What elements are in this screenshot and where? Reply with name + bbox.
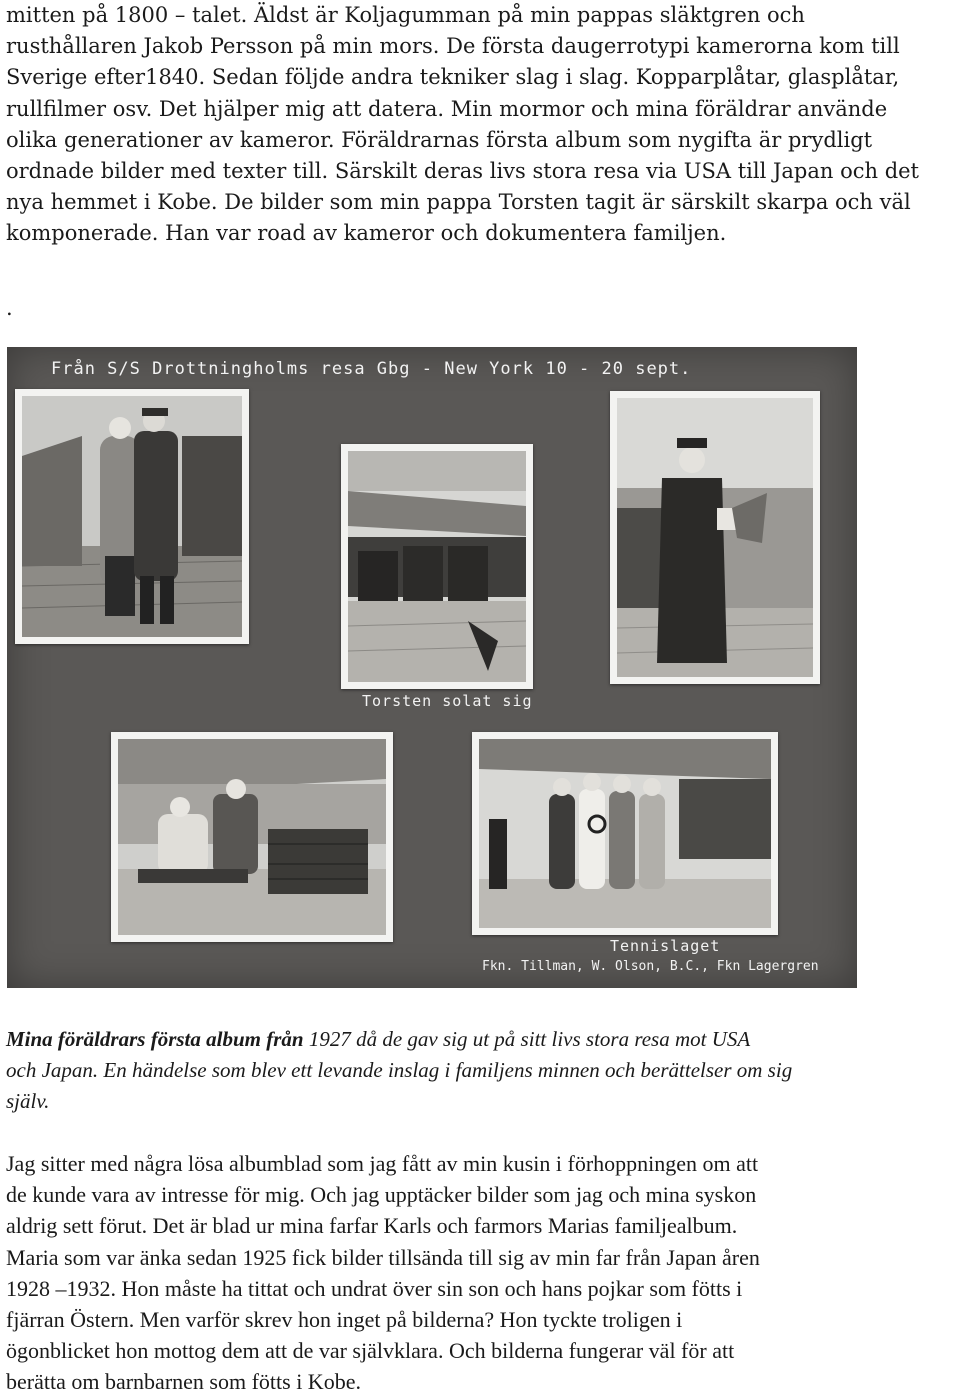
text-line: Sverige efter1840. Sedan följde andra tekniker slag i slag. Kopparplåtar, glasplåtar, [6,65,900,90]
text-line: rusthållaren Jakob Persson på min mors. De första daugerrotypi kamerorna kom till [6,34,900,59]
text-line: fjärran Östern. Men varför skrev hon inget på bilderna? Hon tyckte troligen i [6,1307,683,1333]
text-line: mitten på 1800 – talet. Äldst är Koljagumman på min pappas släktgren och [6,3,805,27]
text-line: Jag sitter med några lösa albumblad som jag fått av min kusin i förhoppningen om att [6,1151,759,1176]
body-paragraph [6,1148,956,1398]
album-photo-deckchairs [341,444,533,689]
text-line: 1928 –1932. Hon måste ha tittat och undrat över sin son och hans pojkar som fötts i [6,1275,743,1301]
album-photo-couple [15,389,249,644]
caption-line-rest: 1927 då de gav sig ut på sitt livs stora resa mot USA [303,1027,751,1051]
text-line: komponerade. Han var road av kameror och dokumentera familjen. [6,221,727,246]
caption-line: och Japan. En händelse som blev ett levande inslag i familjens minnen och berättelser om sig [6,1058,793,1082]
text-line: rullfilmer osv. Det hjälper mig att datera. Min mormor och mina föräldrar använde [6,96,888,121]
text-line: aldrig sett förut. Det är blad ur mina farfar Karls och farmors Marias familjealbum. [6,1213,738,1239]
album-photo-group-seated [111,732,393,942]
album-photo-tennis-team [472,732,778,935]
text-line: ögonblicket hon mottog dem att de var självklara. Och bilderna fungerar väl för att [6,1338,735,1364]
album-label-torsten: Torsten solat sig [362,692,533,710]
text-line: de kunde vara av intresse för mig. Och jag upptäcker bilder som jag och mina syskon [6,1182,757,1208]
album-caption [6,1024,956,1117]
album-label-names: Fkn. Tillman, W. Olson, B.C., Fkn Lagergren [482,959,819,974]
caption-line [6,1024,956,1055]
album-label-tennislaget: Tennislaget [610,937,721,955]
text-line: nya hemmet i Kobe. De bilder som min pappa Torsten tagit är särskilt skarpa och väl [6,190,911,215]
caption-line: själv. [6,1089,50,1113]
text-line: ordnade bilder med texter till. Särskilt deras livs stora resa via USA till Japan och det [6,159,919,184]
album-header-handwriting: Från S/S Drottningholms resa Gbg - New York 10 - 20 sept. [51,359,692,379]
caption-bold: Mina föräldrars första album från [6,1027,304,1051]
album-page-photo [7,347,857,988]
text-line: berätta om barnbarnen som fötts i Kobe. [6,1369,361,1395]
intro-paragraph [6,0,956,250]
stray-period: . [6,296,13,320]
text-line: olika generationer av kameror. Föräldrarnas första album som nygifta är prydligt [6,127,873,152]
album-photo-man-in-coat [610,391,820,684]
text-line: Maria som var änka sedan 1925 fick bilder tillsända till sig av min far från Japan åren [6,1244,760,1270]
